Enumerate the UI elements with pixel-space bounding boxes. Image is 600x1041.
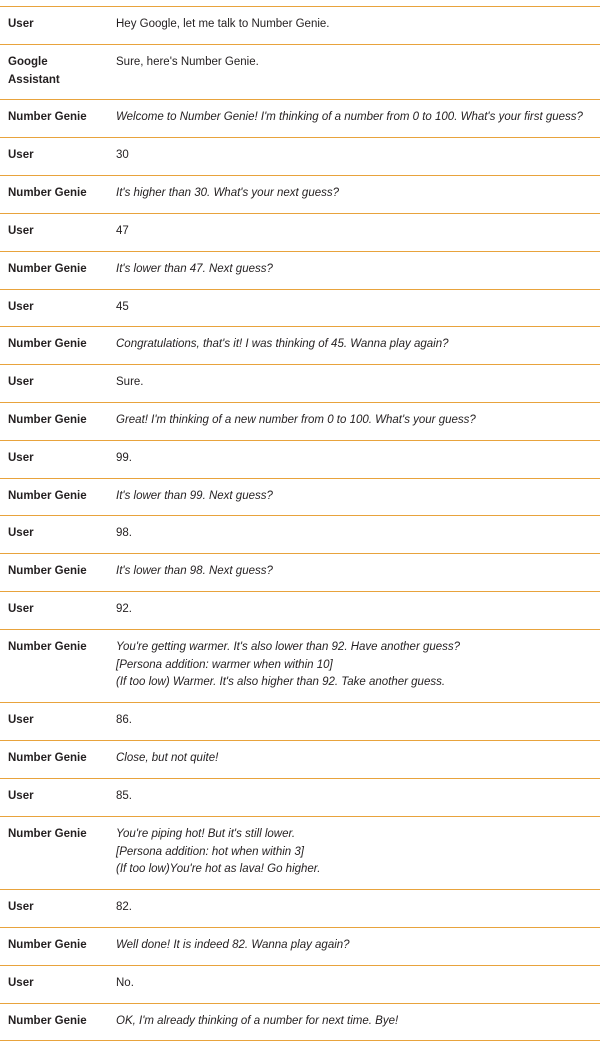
utterance-line: [Persona addition: warmer when within 10] bbox=[116, 658, 333, 671]
utterance-line: 85. bbox=[116, 789, 132, 802]
speaker-label: Number Genie bbox=[8, 111, 87, 124]
utterance-line: 99. bbox=[116, 451, 132, 464]
table-row bbox=[0, 251, 600, 289]
table-row bbox=[0, 890, 600, 928]
utterance-text bbox=[108, 402, 600, 440]
utterance-line: Well done! It is indeed 82. Wanna play again? bbox=[116, 938, 350, 951]
table-row bbox=[0, 440, 600, 478]
table-row bbox=[0, 100, 600, 138]
utterance-line: (If too low)You're hot as lava! Go higher. bbox=[116, 863, 321, 876]
utterance-text bbox=[108, 478, 600, 516]
table-row bbox=[0, 778, 600, 816]
utterance-line: 92. bbox=[116, 603, 132, 615]
utterance-text bbox=[108, 327, 600, 365]
utterance-line: It's lower than 99. Next guess? bbox=[116, 489, 273, 502]
table-row bbox=[0, 478, 600, 516]
speaker-label: Google Assistant bbox=[8, 55, 60, 86]
speaker-label: Number Genie bbox=[8, 262, 87, 275]
utterance-text bbox=[108, 778, 600, 816]
utterance-line: Welcome to Number Genie! I'm thinking of a number from 0 to 100. What's your first guess? bbox=[116, 111, 583, 124]
speaker-label: User bbox=[8, 527, 34, 540]
speaker-label: User bbox=[8, 901, 34, 914]
utterance-line: 82. bbox=[116, 901, 132, 914]
speaker-label: Number Genie bbox=[8, 413, 87, 426]
utterance-text bbox=[108, 251, 600, 289]
utterance-line: 86. bbox=[116, 714, 132, 727]
table-row bbox=[0, 402, 600, 440]
utterance-line: (If too low) Warmer. It's also higher than 92. Take another guess. bbox=[116, 676, 446, 689]
utterance-text bbox=[108, 7, 600, 45]
table-row bbox=[0, 816, 600, 889]
utterance-text bbox=[108, 516, 600, 554]
speaker-label: User bbox=[8, 224, 34, 237]
table-row bbox=[0, 7, 600, 45]
speaker-label: Number Genie bbox=[8, 565, 87, 578]
utterance-text bbox=[108, 741, 600, 779]
utterance-text bbox=[108, 554, 600, 592]
table-row bbox=[0, 44, 600, 100]
table-row bbox=[0, 703, 600, 741]
speaker-label: User bbox=[8, 376, 34, 389]
utterance-line: Great! I'm thinking of a new number from 0 to 100. What's your guess? bbox=[116, 413, 476, 426]
speaker-label: User bbox=[8, 451, 34, 464]
speaker-label: Number Genie bbox=[8, 752, 87, 765]
utterance-text bbox=[108, 592, 600, 630]
utterance-text bbox=[108, 703, 600, 741]
utterance-text bbox=[108, 100, 600, 138]
table-row bbox=[0, 176, 600, 214]
dialog-transcript-body bbox=[0, 7, 600, 1041]
utterance-text bbox=[108, 965, 600, 1003]
utterance-text bbox=[108, 138, 600, 176]
utterance-line: Close, but not quite! bbox=[116, 752, 219, 765]
utterance-text bbox=[108, 365, 600, 403]
utterance-line: [Persona addition: hot when within 3] bbox=[116, 845, 304, 858]
table-row bbox=[0, 965, 600, 1003]
utterance-text bbox=[108, 213, 600, 251]
dialog-transcript-table bbox=[0, 6, 600, 1041]
table-row bbox=[0, 365, 600, 403]
speaker-label: User bbox=[8, 300, 34, 313]
speaker-label: Number Genie bbox=[8, 187, 87, 200]
utterance-line: OK, I'm already thinking of a number for next time. Bye! bbox=[116, 1014, 399, 1027]
utterance-line: You're piping hot! But it's still lower. bbox=[116, 827, 296, 840]
utterance-line: 30 bbox=[116, 149, 129, 162]
table-row bbox=[0, 629, 600, 702]
table-row bbox=[0, 213, 600, 251]
utterance-text bbox=[108, 629, 600, 702]
utterance-text bbox=[108, 1003, 600, 1041]
speaker-label: Number Genie bbox=[8, 1014, 87, 1027]
utterance-line: Sure. bbox=[116, 376, 144, 389]
speaker-label: Number Genie bbox=[8, 827, 87, 840]
speaker-label: User bbox=[8, 18, 34, 30]
speaker-label: User bbox=[8, 714, 34, 727]
utterance-line: It's lower than 47. Next guess? bbox=[116, 262, 273, 275]
speaker-label: Number Genie bbox=[8, 640, 87, 653]
utterance-line: 45 bbox=[116, 300, 129, 313]
utterance-line: No. bbox=[116, 976, 134, 989]
table-row bbox=[0, 327, 600, 365]
table-row bbox=[0, 927, 600, 965]
speaker-label: User bbox=[8, 149, 34, 162]
speaker-label: Number Genie bbox=[8, 338, 87, 351]
table-row bbox=[0, 289, 600, 327]
utterance-text bbox=[108, 440, 600, 478]
utterance-text bbox=[108, 289, 600, 327]
speaker-label: User bbox=[8, 603, 34, 615]
speaker-label: Number Genie bbox=[8, 938, 87, 951]
utterance-text bbox=[108, 816, 600, 889]
table-row bbox=[0, 138, 600, 176]
table-row bbox=[0, 741, 600, 779]
utterance-line: Sure, here's Number Genie. bbox=[116, 55, 259, 68]
utterance-text bbox=[108, 927, 600, 965]
utterance-text bbox=[108, 176, 600, 214]
utterance-line: You're getting warmer. It's also lower than 92. Have another guess? bbox=[116, 640, 461, 653]
utterance-line: Hey Google, let me talk to Number Genie. bbox=[116, 18, 330, 30]
utterance-text bbox=[108, 890, 600, 928]
utterance-line: Congratulations, that's it! I was thinking of 45. Wanna play again? bbox=[116, 338, 449, 351]
utterance-line: 98. bbox=[116, 527, 132, 540]
utterance-line: 47 bbox=[116, 224, 129, 237]
speaker-label: User bbox=[8, 976, 34, 989]
utterance-line: It's higher than 30. What's your next guess? bbox=[116, 187, 340, 200]
speaker-label: Number Genie bbox=[8, 489, 87, 502]
table-row bbox=[0, 554, 600, 592]
utterance-line: It's lower than 98. Next guess? bbox=[116, 565, 273, 578]
table-row bbox=[0, 1003, 600, 1041]
speaker-label: User bbox=[8, 789, 34, 802]
table-row bbox=[0, 516, 600, 554]
utterance-text bbox=[108, 44, 600, 100]
table-row bbox=[0, 592, 600, 630]
